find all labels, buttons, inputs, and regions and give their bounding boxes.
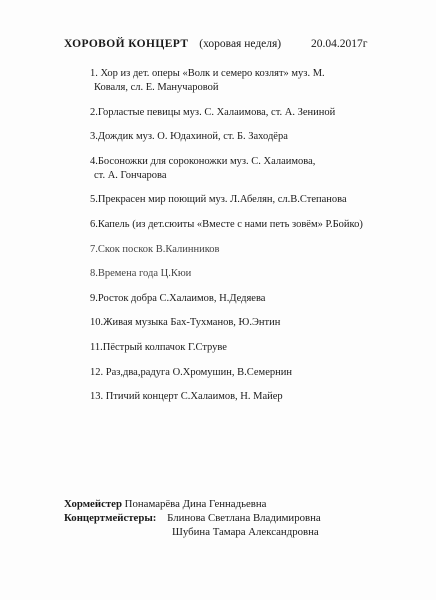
- program-item: [90, 316, 410, 330]
- program-item-text: 5.Прекрасен мир поющий муз. Л.Абелян, сл.В.Степанова: [90, 194, 347, 206]
- program-item-text: 7.Скок поскок В.Калинников: [90, 243, 220, 255]
- program-item-text: 11.Пёстрый колпачок Г.Струве: [90, 341, 227, 353]
- concert-date: 20.04.2017г: [311, 38, 368, 50]
- program-item: [90, 155, 410, 183]
- accompanist-name: Шубина Тамара Александровна: [172, 526, 319, 538]
- program-item: [90, 267, 410, 281]
- accompanists-row: [64, 511, 424, 525]
- program-item: [90, 106, 410, 120]
- program-item-text: 9.Росток добра С.Халаимов, Н.Дедяева: [90, 292, 266, 304]
- program-item: [90, 341, 410, 355]
- program-item: [90, 243, 410, 257]
- accompanist-row-2: [64, 525, 424, 539]
- program-item: [90, 218, 410, 232]
- program-item-text-cont: ст. А. Гончарова: [94, 169, 167, 181]
- concert-title: ХОРОВОЙ КОНЦЕРТ: [64, 38, 189, 50]
- program-item-text: 4.Босоножки для сороконожки муз. С. Халаимова,: [90, 155, 316, 167]
- program-item-text: 8.Времена года Ц.Кюи: [90, 268, 192, 280]
- program-item: [90, 366, 410, 380]
- staff-block: [64, 497, 424, 539]
- program-item-text: 3.Дождик муз. О. Юдахиной, ст. Б. Заходёра: [90, 131, 288, 143]
- program-item-text-cont: Коваля, сл. Е. Манучаровой: [94, 82, 219, 93]
- program-item-text: 6.Капель (из дет.сюиты «Вместе с нами петь зовём» Р.Бойко): [90, 218, 363, 230]
- program-item: [90, 193, 410, 207]
- accompanist-name: Блинова Светлана Владимировна: [167, 512, 321, 524]
- program-item: [90, 292, 410, 306]
- program-item-text: 2.Горластые певицы муз. С. Халаимова, ст. А. Зениной: [90, 106, 336, 118]
- choirmaster-name: Понамарёва Дина Геннадьевна: [124, 498, 267, 510]
- program-list: [90, 67, 410, 415]
- program-item-text: 12. Раз,два,радуга О.Хромушин, В.Семернин: [90, 366, 292, 378]
- program-item: [90, 130, 410, 144]
- program-item-text: 10.Живая музыка Бах-Тухманов, Ю.Энтин: [90, 317, 281, 329]
- program-item: [90, 67, 410, 95]
- concert-header: [64, 38, 404, 50]
- choirmaster-role: Хормейстер: [64, 498, 122, 510]
- accompanists-role: Концертмейстеры:: [64, 512, 157, 524]
- choirmaster-row: [64, 497, 424, 511]
- program-item: [90, 390, 410, 404]
- concert-subtitle: (хоровая неделя): [199, 38, 282, 50]
- program-item-text: 1. Хор из дет. оперы «Волк и семеро козлят» муз. М.: [90, 68, 325, 79]
- program-item-text: 13. Птичий концерт С.Халаимов, Н. Майер: [90, 391, 283, 403]
